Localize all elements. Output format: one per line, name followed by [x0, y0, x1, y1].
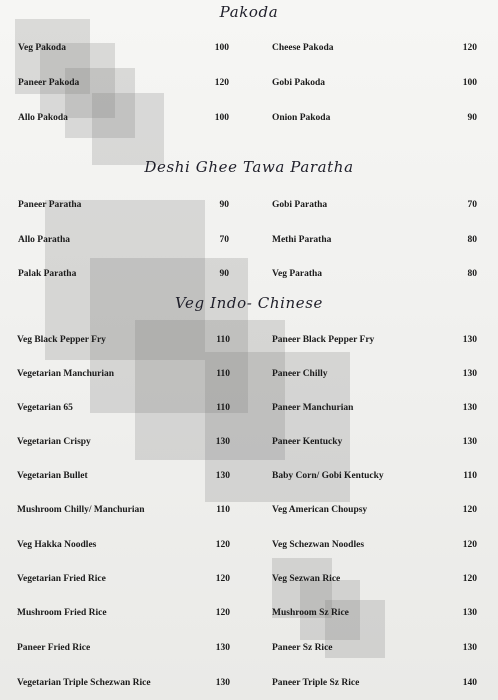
menu-item-name: Paneer Paratha — [18, 200, 82, 210]
section-heading-indo-chinese: Veg Indo- Chinese — [174, 294, 323, 312]
menu-item-name: Vegetarian 65 — [17, 403, 73, 413]
section-heading-paratha: Deshi Ghee Tawa Paratha — [144, 158, 354, 176]
menu-item-name: Methi Paratha — [272, 235, 332, 245]
menu-item-price: 120 — [215, 540, 230, 550]
menu-item-price: 120 — [462, 540, 477, 550]
menu-item-price: 130 — [462, 403, 477, 413]
menu-item-name: Paneer Sz Rice — [272, 643, 333, 653]
menu-item-name: Paneer Chilly — [272, 369, 328, 379]
menu-item-name: Baby Corn/ Gobi Kentucky — [272, 471, 384, 481]
menu-item-name: Veg Sezwan Rice — [272, 574, 341, 584]
menu-item-price: 90 — [467, 113, 477, 123]
menu-item-name: Gobi Paratha — [272, 200, 328, 210]
menu-item-price: 70 — [467, 200, 477, 210]
menu-item-name: Onion Pakoda — [272, 113, 331, 123]
menu-item-name: Veg Black Pepper Fry — [17, 335, 106, 345]
menu-item-name: Mushroom Sz Rice — [272, 608, 349, 618]
menu-item-name: Paneer Kentucky — [272, 437, 343, 447]
menu-item-name: Paneer Black Pepper Fry — [272, 335, 375, 345]
menu-item-name: Allo Paratha — [18, 235, 70, 245]
menu-item-price: 120 — [462, 43, 477, 53]
menu-item-price: 130 — [215, 678, 230, 688]
menu-item-price: 110 — [463, 471, 477, 481]
menu-item-price: 120 — [215, 608, 230, 618]
menu-item-name: Mushroom Fried Rice — [17, 608, 107, 618]
section-heading-pakoda: Pakoda — [219, 3, 279, 21]
menu-item-price: 80 — [467, 235, 477, 245]
menu-item-price: 110 — [216, 403, 230, 413]
menu-item-name: Vegetarian Manchurian — [17, 369, 115, 379]
menu-item-name: Paneer Triple Sz Rice — [272, 678, 360, 688]
menu-item-name: Paneer Pakoda — [18, 78, 80, 88]
menu-item-price: 130 — [462, 643, 477, 653]
menu-item-price: 110 — [216, 505, 230, 515]
menu-item-name: Veg Hakka Noodles — [17, 540, 97, 550]
menu-item-price: 120 — [215, 574, 230, 584]
menu-item-price: 130 — [462, 369, 477, 379]
menu-item-name: Vegetarian Triple Schezwan Rice — [17, 678, 151, 688]
menu-item-price: 140 — [462, 678, 477, 688]
menu-item-price: 130 — [462, 437, 477, 447]
menu-item-name: Vegetarian Bullet — [17, 471, 88, 481]
menu-item-name: Paneer Fried Rice — [17, 643, 91, 653]
menu-item-price: 130 — [215, 437, 230, 447]
menu-item-name: Palak Paratha — [18, 269, 77, 279]
menu-item-name: Cheese Pakoda — [272, 43, 334, 53]
menu-item-price: 110 — [216, 335, 230, 345]
menu-item-name: Vegetarian Fried Rice — [17, 574, 106, 584]
menu-item-price: 100 — [214, 113, 229, 123]
menu-item-price: 110 — [216, 369, 230, 379]
menu-item-price: 130 — [462, 608, 477, 618]
menu-item-name: Vegetarian Crispy — [17, 437, 91, 447]
menu-item-name: Allo Pakoda — [18, 113, 68, 123]
menu-item-price: 70 — [219, 235, 229, 245]
menu-item-name: Mushroom Chilly/ Manchurian — [17, 505, 145, 515]
menu-item-price: 120 — [214, 78, 229, 88]
menu-item-price: 130 — [215, 471, 230, 481]
menu-item-price: 80 — [467, 269, 477, 279]
menu-item-name: Veg Schezwan Noodles — [272, 540, 365, 550]
menu-item-name: Veg American Choupsy — [272, 505, 368, 515]
menu-item-price: 120 — [462, 574, 477, 584]
decor-square — [92, 93, 164, 165]
menu-item-price: 90 — [219, 269, 229, 279]
menu-item-price: 100 — [462, 78, 477, 88]
menu-item-name: Paneer Manchurian — [272, 403, 354, 413]
menu-item-price: 130 — [462, 335, 477, 345]
menu-item-name: Gobi Pakoda — [272, 78, 326, 88]
menu-item-price: 130 — [215, 643, 230, 653]
menu-item-price: 100 — [214, 43, 229, 53]
menu-item-name: Veg Pakoda — [18, 43, 66, 53]
menu-item-price: 120 — [462, 505, 477, 515]
menu-item-price: 90 — [219, 200, 229, 210]
menu-item-name: Veg Paratha — [272, 269, 323, 279]
